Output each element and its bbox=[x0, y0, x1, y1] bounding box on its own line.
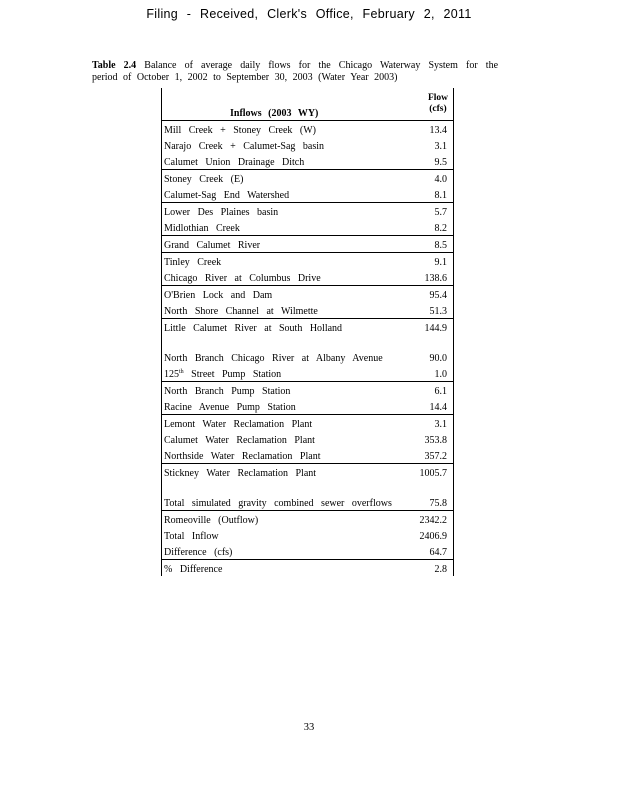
row-value: 1005.7 bbox=[419, 468, 447, 479]
row-label: Calumet Union Drainage Ditch bbox=[164, 157, 305, 168]
row-label: Tinley Creek bbox=[164, 257, 222, 268]
row-label: Total simulated gravity combined sewer overflows bbox=[164, 498, 392, 509]
row-label: O'Brien Lock and Dam bbox=[164, 290, 273, 301]
row-value: 144.9 bbox=[424, 323, 447, 334]
table-row bbox=[162, 560, 453, 576]
row-label: Midlothian Creek bbox=[164, 223, 240, 234]
row-value: 3.1 bbox=[434, 141, 447, 152]
row-value: 2406.9 bbox=[419, 531, 447, 542]
row-value: 51.3 bbox=[429, 306, 447, 317]
table-row bbox=[162, 464, 453, 480]
table-row bbox=[162, 480, 453, 510]
table-row-group bbox=[162, 319, 453, 382]
row-value: 6.1 bbox=[434, 386, 447, 397]
row-value: 8.1 bbox=[434, 190, 447, 201]
table-row bbox=[162, 253, 453, 269]
row-label: Lemont Water Reclamation Plant bbox=[164, 419, 313, 430]
table-row-group bbox=[162, 236, 453, 253]
flow-header-line1: Flow bbox=[427, 93, 448, 103]
row-label: Calumet Water Reclamation Plant bbox=[164, 435, 315, 446]
row-label: Grand Calumet River bbox=[164, 240, 261, 251]
flow-header-line2: (cfs) bbox=[429, 104, 447, 114]
row-value: 8.5 bbox=[434, 240, 447, 251]
table-row-group bbox=[162, 253, 453, 286]
row-label: % Difference bbox=[164, 564, 223, 575]
table-row bbox=[162, 319, 453, 335]
table-row-group bbox=[162, 121, 453, 170]
row-value: 95.4 bbox=[429, 290, 447, 301]
row-value: 357.2 bbox=[424, 451, 447, 462]
row-value: 5.7 bbox=[434, 207, 447, 218]
row-value: 9.1 bbox=[434, 257, 447, 268]
table-row bbox=[162, 302, 453, 318]
table-row bbox=[162, 543, 453, 559]
row-value: 138.6 bbox=[424, 273, 447, 284]
row-value: 353.8 bbox=[424, 435, 447, 446]
table-caption bbox=[92, 60, 498, 84]
row-label-superscript: th bbox=[179, 369, 184, 375]
table-row bbox=[162, 236, 453, 252]
row-label: Romeoville (Outflow) bbox=[164, 515, 259, 526]
row-label: Stoney Creek (E) bbox=[164, 174, 244, 185]
row-label: North Branch Chicago River at Albany Avenue bbox=[164, 353, 383, 364]
table-row bbox=[162, 186, 453, 202]
inflows-column-header: Inflows (2003 WY) bbox=[230, 108, 319, 119]
table-row bbox=[162, 170, 453, 186]
row-label: Narajo Creek + Calumet-Sag basin bbox=[164, 141, 325, 152]
table-row bbox=[162, 398, 453, 414]
row-label bbox=[164, 369, 435, 381]
table-row-group bbox=[162, 286, 453, 319]
table-row bbox=[162, 121, 453, 137]
table-row bbox=[162, 286, 453, 302]
table-row-group bbox=[162, 511, 453, 560]
row-label: North Branch Pump Station bbox=[164, 386, 291, 397]
row-label: North Shore Channel at Wilmette bbox=[164, 306, 318, 317]
table-row bbox=[162, 431, 453, 447]
row-label-number: 125 bbox=[164, 369, 179, 380]
row-label: Chicago River at Columbus Drive bbox=[164, 273, 321, 284]
row-value: 64.7 bbox=[429, 547, 447, 558]
table-row bbox=[162, 335, 453, 365]
table-row bbox=[162, 415, 453, 431]
row-label: Lower Des Plaines basin bbox=[164, 207, 279, 218]
row-value: 9.5 bbox=[434, 157, 447, 168]
row-value: 14.4 bbox=[429, 402, 447, 413]
row-label: Mill Creek + Stoney Creek (W) bbox=[164, 125, 316, 136]
page-number: 33 bbox=[303, 722, 315, 733]
table-row bbox=[162, 219, 453, 235]
table-caption-line2: period of October 1, 2002 to September 30, 2003 (Water Year 2003) bbox=[92, 72, 398, 83]
row-value: 4.0 bbox=[434, 174, 447, 185]
flow-column-header bbox=[428, 93, 448, 115]
row-value: 90.0 bbox=[429, 353, 447, 364]
row-label-text: Street Pump Station bbox=[183, 369, 282, 380]
table-caption-line1: Balance of average daily flows for the Chicago Waterway System for the bbox=[136, 60, 499, 71]
row-label: Stickney Water Reclamation Plant bbox=[164, 468, 317, 479]
table-row-group bbox=[162, 415, 453, 464]
table-row bbox=[162, 137, 453, 153]
row-label: Northside Water Reclamation Plant bbox=[164, 451, 321, 462]
row-value: 13.4 bbox=[429, 125, 447, 136]
table-caption-label: Table 2.4 bbox=[92, 60, 137, 71]
row-label: Difference (cfs) bbox=[164, 547, 233, 558]
table-row-group bbox=[162, 560, 453, 576]
row-label: Racine Avenue Pump Station bbox=[164, 402, 296, 413]
table-header bbox=[162, 88, 453, 121]
table-row-group bbox=[162, 464, 453, 511]
table-row bbox=[162, 153, 453, 169]
table-body bbox=[162, 121, 453, 576]
row-label: Total Inflow bbox=[164, 531, 219, 542]
table-row bbox=[162, 511, 453, 527]
table-row bbox=[162, 365, 453, 381]
filing-header: Filing - Received, Clerk's Office, February 2, 2011 bbox=[146, 7, 472, 21]
flow-balance-table bbox=[161, 88, 454, 576]
row-value: 3.1 bbox=[434, 419, 447, 430]
table-row bbox=[162, 203, 453, 219]
table-row-group bbox=[162, 382, 453, 415]
table-row bbox=[162, 447, 453, 463]
row-value: 2.8 bbox=[434, 564, 447, 575]
row-value: 8.2 bbox=[434, 223, 447, 234]
table-row-group bbox=[162, 170, 453, 203]
row-value: 2342.2 bbox=[419, 515, 447, 526]
table-row bbox=[162, 269, 453, 285]
table-row-group bbox=[162, 203, 453, 236]
table-row bbox=[162, 382, 453, 398]
row-label: Little Calumet River at South Holland bbox=[164, 323, 343, 334]
row-value: 75.8 bbox=[429, 498, 447, 509]
row-label: Calumet-Sag End Watershed bbox=[164, 190, 290, 201]
row-value: 1.0 bbox=[434, 369, 447, 380]
table-row bbox=[162, 527, 453, 543]
